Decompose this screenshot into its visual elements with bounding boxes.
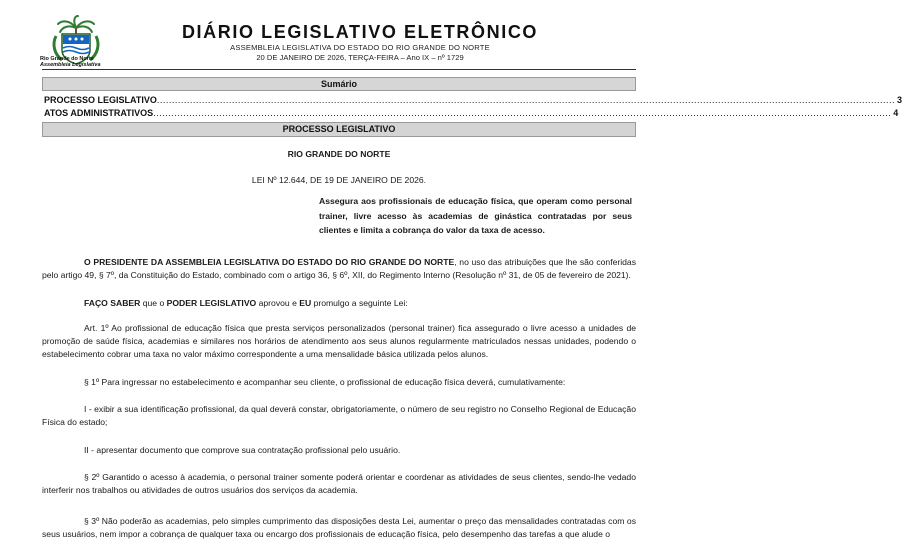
toc-label: ATOS ADMINISTRATIVOS [44, 108, 154, 118]
toc-leader: ...................................................................................................................................................................................................................................................... [156, 95, 895, 105]
law-ementa: Assegura aos profissionais de educação física, que operam como personal trainer, livre acesso às academias de ginástica contratadas por seus clientes e limita a cobrança do valor da taxa de acesso. [319, 196, 632, 235]
masthead [180, 22, 540, 63]
logo-caption-state: Rio Grande do Norte [40, 56, 94, 62]
logo-caption [40, 56, 112, 68]
logo-caption-assembly: Assembleia Legislativa [40, 62, 101, 68]
paragraph-3: § 3º Não poderão as academias, pelo simples cumprimento das disposições desta Lei, aumentar o preço das mensalidades contratadas com os seus usuários, nem impor a cobrança de qualquer taxa ou encargo dos profissionais de educação física, pelo desempenho das tarefas a que alude o [42, 516, 636, 539]
section-heading: PROCESSO LEGISLATIVO [42, 122, 636, 137]
toc-entry[interactable] [44, 107, 899, 119]
toc-entry[interactable] [44, 94, 902, 106]
toc-page: 4 [893, 108, 899, 118]
promulgation-text: que o [140, 298, 167, 308]
preamble-paragraph [42, 256, 636, 282]
article-1: Art. 1º Ao profissional de educação física que presta serviços personalizados (personal trainer) fica assegurado o livre acesso a unidades de promoção de saúde física, academias e similares nos horários de atendimento aos seus alunos regularmente matriculados nessas unidades, podendo o estabelecimento cobrar uma taxa no valor máximo correspondente a uma mensalidade básica utilizada pelos alunos. [42, 323, 636, 359]
promulgation-text: aprovou e [256, 298, 300, 308]
item-ii: II - apresentar documento que comprove sua contratação profissional pelo usuário. [84, 445, 401, 455]
item-i: I - exibir a sua identificação profissional, da qual deverá constar, obrigatoriamente, o número de seu registro no Conselho Regional de Educação Física do estado; [42, 404, 636, 427]
promulgation-paragraph [42, 297, 636, 310]
paragraph-2: § 2º Garantido o acesso à academia, o personal trainer somente poderá orientar e coordenar as atividades de seus clientes, sendo-lhe vedado interferir nos trabalhos ou atividades de outros usuários dos serviços da academia. [42, 472, 636, 495]
preamble-bold: O PRESIDENTE DA ASSEMBLEIA LEGISLATIVA DO ESTADO DO RIO GRANDE DO NORTE [84, 257, 455, 267]
journal-title: DIÁRIO LEGISLATIVO ELETRÔNICO [181, 22, 539, 42]
header-divider [42, 69, 636, 70]
promulgation-text: promulgo a seguinte Lei: [311, 298, 408, 308]
preamble-rest: , no uso das atribuições que lhe são conferidas pelo artigo 49, § 7º, da Constituição do Estado, combinado com o artigo 36, § 6º, XII, do Regimento Interno (Resolução nº 31, de 05 de fevereiro de 2021). [42, 257, 636, 280]
eu: EU [299, 298, 312, 308]
paragraph-1: § 1º Para ingressar no estabelecimento e acompanhar seu cliente, o profissional de educação física deverá, cumulativamente: [84, 377, 566, 387]
toc-page: 3 [896, 95, 902, 105]
journal-subtitle: ASSEMBLEIA LEGISLATIVA DO ESTADO DO RIO GRANDE DO NORTE [230, 43, 490, 52]
toc-label: PROCESSO LEGISLATIVO [44, 95, 157, 105]
law-number: LEI Nº 12.644, DE 19 DE JANEIRO DE 2026. [251, 175, 427, 185]
faco-saber: FAÇO SABER [84, 298, 141, 308]
issue-date-line: 20 DE JANEIRO DE 2026, TERÇA-FEIRA – Ano IX – nº 1729 [256, 53, 464, 62]
poder-legislativo: PODER LEGISLATIVO [166, 298, 257, 308]
toc-leader: ...................................................................................................................................................................................................................................................... [153, 108, 892, 118]
summary-heading: Sumário [42, 77, 636, 91]
state-heading: RIO GRANDE DO NORTE [287, 149, 391, 159]
